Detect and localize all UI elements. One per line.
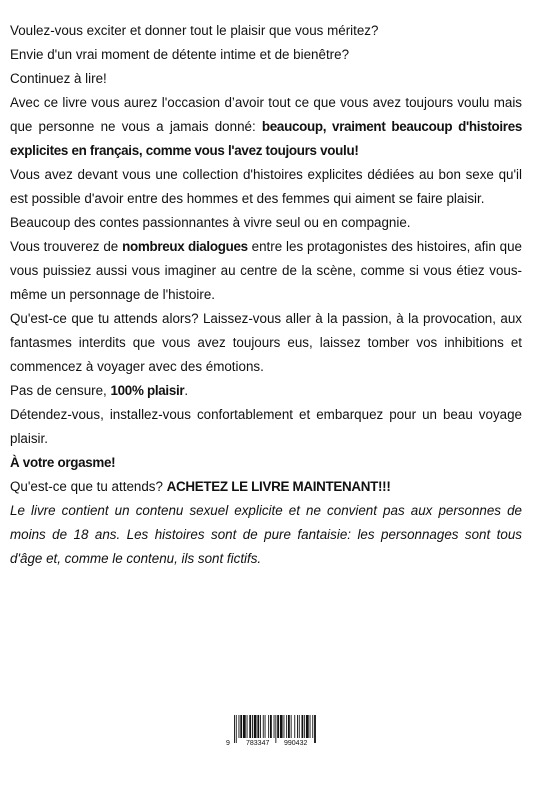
barcode-bar	[268, 715, 269, 738]
paragraph-orgasm	[10, 451, 522, 475]
text: Continuez à lire!	[10, 71, 107, 86]
paragraph-book-offer	[10, 91, 522, 163]
barcode-bar	[284, 715, 285, 738]
barcode-bar	[294, 715, 295, 738]
barcode-bar	[286, 715, 287, 738]
barcode-bar	[288, 715, 290, 738]
text: Pas de censure,	[10, 383, 111, 398]
barcode-bar	[249, 715, 251, 738]
paragraph-passion	[10, 307, 522, 379]
back-cover-text	[10, 19, 522, 571]
bold-text: À votre orgasme!	[10, 455, 116, 470]
paragraph-continue	[10, 67, 522, 91]
text: .	[184, 383, 189, 398]
paragraph-buy-now	[10, 475, 522, 499]
barcode-bar	[263, 715, 264, 738]
barcode-bar	[240, 715, 242, 738]
barcode-bar	[257, 715, 259, 738]
barcode-bar	[247, 715, 248, 738]
text: Le livre contient un contenu sexuel explicite et ne convient pas aux personnes de moins de 18 ans. Les histoires sont de pure fantaisie: les personnages sont tous d'âge et, comme le contenu, ils sont fictifs.	[10, 503, 522, 566]
barcode-bar	[254, 715, 257, 738]
text: Beaucoup des contes passionnantes à vivre seul ou en compagnie.	[10, 215, 411, 230]
barcode-bar	[314, 715, 316, 743]
text: Envie d'un vrai moment de détente intime et de bienêtre?	[10, 47, 350, 62]
barcode-bar	[236, 715, 237, 743]
barcode-bar	[270, 715, 272, 738]
barcode-bar	[297, 715, 298, 738]
paragraph-dialogues	[10, 235, 522, 307]
barcode-bar	[260, 715, 261, 738]
barcode-bar	[280, 715, 283, 738]
text: Vous trouverez de	[10, 239, 123, 254]
barcode-digit-first: 9	[226, 740, 230, 747]
bold-text: ACHETEZ LE LIVRE MAINTENANT!!!	[166, 479, 391, 494]
barcode-bar	[312, 715, 313, 738]
paragraph-intro-question	[10, 19, 522, 43]
text: Avec ce livre vous aurez l'occasion d’avoir tout ce que vous avez toujours voulu mais que personne ne vous a jamais donné:	[10, 95, 522, 134]
paragraph-relax-question	[10, 43, 522, 67]
paragraph-no-censorship	[10, 379, 522, 403]
text: Détendez-vous, installez-vous confortablement et embarquez pour un beau voyage plaisir.	[10, 407, 522, 446]
barcode-bar	[275, 715, 276, 743]
barcode-bar	[243, 715, 246, 738]
bold-text: 100% plaisir	[110, 383, 185, 398]
paragraph-relax	[10, 403, 522, 451]
barcode-bars	[234, 715, 316, 743]
barcode-bar	[306, 715, 309, 738]
text: entre les protagonistes des histoires, afin que vous puissiez aussi vous imaginer au centre de la scène, comme si vous étiez vous-même un personnage de l'histoire.	[10, 239, 522, 302]
barcode-bar	[304, 715, 305, 738]
barcode-bar	[252, 715, 253, 738]
barcode-bar	[310, 715, 311, 738]
barcode-digits-right: 990432	[284, 740, 308, 747]
paragraph-collection	[10, 163, 522, 211]
bold-text: nombreux dialogues	[122, 239, 248, 254]
barcode-bar	[265, 715, 266, 738]
barcode-bar	[302, 715, 304, 738]
text: Voulez-vous exciter et donner tout le plaisir que vous méritez?	[10, 23, 379, 38]
barcode-bar	[239, 715, 240, 738]
barcode-digits-left: 783347	[246, 740, 270, 747]
barcode-bar	[234, 715, 235, 743]
barcode-bar	[299, 715, 300, 738]
text: Qu'est-ce que tu attends alors? Laissez-vous aller à la passion, à la provocation, aux fantasmes interdits que vous avez toujours eus, laissez tomber vos inhibitions et commencez à voyager avec des émotions.	[10, 311, 522, 374]
barcode-bar	[291, 715, 292, 738]
text: Vous avez devant vous une collection d'histoires explicites dédiées au bon sexe qu'il est possible d'avoir entre des hommes et des femmes qui aiment se faire plaisir.	[10, 167, 522, 206]
isbn-barcode	[226, 714, 330, 748]
bold-text: beaucoup, vraiment beaucoup d'histoires explicites en français, comme vous l'avez toujours voulu!	[10, 119, 522, 158]
text: Qu'est-ce que tu attends?	[10, 479, 167, 494]
barcode-bar	[274, 715, 275, 738]
paragraph-stories	[10, 211, 522, 235]
paragraph-disclaimer	[10, 499, 522, 571]
barcode-bar	[277, 715, 279, 738]
